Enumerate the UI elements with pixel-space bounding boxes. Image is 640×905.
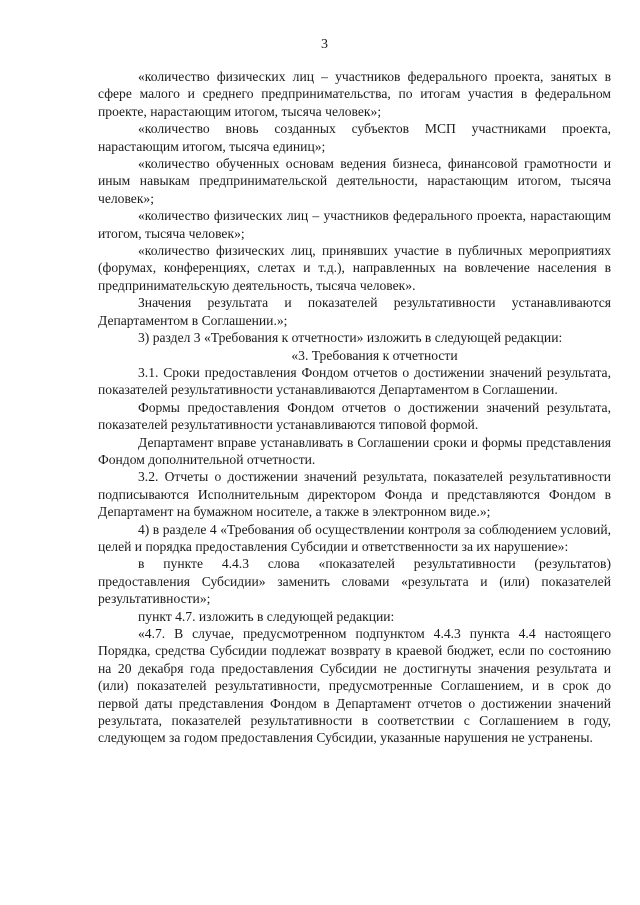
paragraph: «количество физических лиц – участников федерального проекта, нарастающим итогом, тысяча человек»;	[98, 208, 611, 241]
paragraph: «количество физических лиц – участников федерального проекта, занятых в сфере малого и среднего предпринимательства, по итогам участия в федеральном проекте, нарастающим итогом, тысяча человек»;	[98, 69, 611, 119]
paragraph: 3.1. Сроки предоставления Фондом отчетов о достижении значений результата, показателей результативности устанавливаются Департаментом в Соглашении.	[98, 364, 611, 398]
paragraph: Значения результата и показателей результативности устанавливаются Департаментом в Соглашении.»;	[98, 295, 611, 328]
page-number: 3	[321, 37, 328, 52]
paragraph: «4.7. В случае, предусмотренном подпунктом 4.4.3 пункта 4.4 настоящего Порядка, средства Субсидии подлежат возврату в краевой бюджет, если по состоянию на 20 декабря года предоставления Субсидии не достигнуты значения результата и (или) показателей результативности, предусмотренные Соглашением, и в срок до первой даты представления Фондом в Департамент отчетов о достижении значений результата, показателей результативности в соответствии с Соглашением в году, следующем за годом предоставления Субсидии, указанные нарушения не устранены.	[98, 626, 611, 746]
paragraph: Департамент вправе устанавливать в Соглашении сроки и формы представления Фондом дополнительной отчетности.	[98, 434, 611, 467]
paragraph: «количество вновь созданных субъектов МСП участниками проекта, нарастающим итогом, тысяча единиц»;	[98, 121, 611, 154]
paragraph: пункт 4.7. изложить в следующей редакции:	[138, 608, 395, 624]
document-body	[98, 68, 611, 747]
paragraph: «количество обученных основам ведения бизнеса, финансовой грамотности и иным навыкам предпринимательской деятельности, нарастающим итогом, тысяча человек»;	[98, 156, 611, 206]
paragraph: Формы предоставления Фондом отчетов о достижении значений результата, показателей результативности устанавливаются типовой формой.	[98, 399, 611, 433]
paragraph: 4) в разделе 4 «Требования об осуществлении контроля за соблюдением условий, целей и порядка предоставления Субсидии и ответственности за их нарушение»:	[98, 521, 611, 554]
paragraph: «количество физических лиц, принявших участие в публичных мероприятиях (форумах, конференциях, слетах и т.д.), направленных на вовлечение населения в предпринимательскую деятельность, тысяча человек».	[98, 243, 611, 293]
paragraph: 3) раздел 3 «Требования к отчетности» изложить в следующей редакции:	[138, 330, 563, 346]
section-heading: «3. Требования к отчетности	[291, 347, 458, 363]
paragraph: 3.2. Отчеты о достижении значений результата, показателей результативности подписываются Исполнительным директором Фонда и представляются Фондом в Департамент на бумажном носителе, а также в электронном виде.»;	[98, 469, 611, 520]
paragraph: в пункте 4.4.3 слова «показателей результативности (результатов) предоставления Субсидии» заменить словами «результата и (или) показателей результативности»;	[98, 556, 611, 607]
